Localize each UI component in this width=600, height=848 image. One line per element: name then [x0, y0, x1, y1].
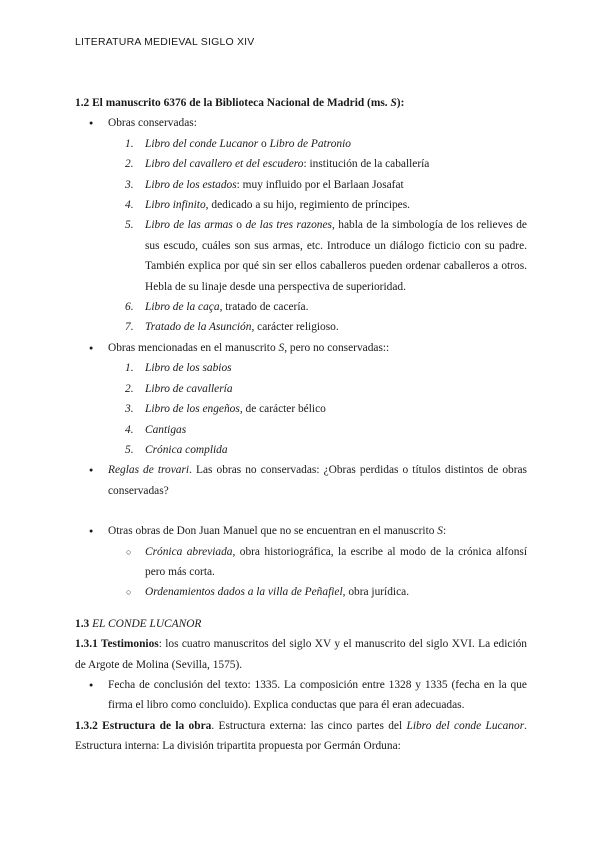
item-connector: o — [232, 219, 246, 232]
item-number: 3. — [125, 178, 134, 191]
work-title-alt: de las tres razones — [245, 219, 332, 232]
section-1-3-title: EL CONDE LUCANOR — [92, 617, 202, 630]
item-connector: o — [258, 137, 270, 150]
list-item — [108, 195, 527, 215]
work-title: Crónica abreviada — [145, 545, 233, 558]
estructura-post: . Estructura interna: La división tripartita propuesta por Germán Orduna: — [75, 719, 527, 753]
list-item — [108, 399, 527, 419]
list-item — [108, 420, 527, 440]
list-item — [108, 297, 527, 317]
bullet-otras-obras — [75, 521, 527, 603]
item-number: 6. — [125, 301, 134, 314]
work-title: Libro de las armas — [145, 219, 233, 232]
testimonios-paragraph — [75, 634, 527, 675]
mencionadas-ms: S — [278, 341, 285, 354]
item-number: 2. — [125, 382, 134, 395]
item-number: 7. — [125, 321, 134, 334]
section-1-2-title-pre: 1.2 El manuscrito 6376 de la Biblioteca Nacional de Madrid (ms. — [75, 97, 391, 109]
item-number: 1. — [125, 362, 134, 375]
list-item — [108, 358, 527, 378]
item-number: 1. — [125, 137, 134, 150]
list-item — [108, 317, 527, 337]
spacer — [75, 501, 527, 521]
work-title: Libro de cavallería — [145, 382, 233, 395]
otras-list — [108, 542, 527, 603]
work-title-alt: Libro de Patronio — [269, 137, 351, 150]
work-title: Cantigas — [145, 423, 187, 436]
list-item — [108, 582, 527, 602]
bullet-reglas-de-trovari — [75, 460, 527, 501]
list-item — [108, 379, 527, 399]
testimonios-label: 1.3.1 Testimonios — [75, 638, 159, 651]
section-1-2-heading — [75, 93, 527, 113]
item-description: , carácter religioso. — [251, 321, 339, 334]
work-title: Libro del cavallero et del escudero — [145, 158, 304, 171]
item-number: 5. — [125, 219, 134, 232]
otras-post: : — [442, 525, 447, 538]
work-title: Libro del conde Lucanor — [145, 137, 259, 150]
item-description: , dedicado a su hijo, regimiento de príncipes. — [205, 199, 411, 212]
work-title: Libro de la caça — [145, 301, 220, 314]
otras-pre: Otras obras de Don Juan Manuel que no se encuentran en el manuscrito — [108, 525, 438, 538]
section-1-3-num: 1.3 — [75, 617, 93, 630]
item-number: 3. — [125, 403, 134, 416]
estructura-pre: . Estructura externa: las cinco partes del — [211, 719, 407, 732]
item-number: 2. — [125, 158, 134, 171]
list-item — [108, 215, 527, 297]
document-body — [75, 93, 527, 757]
section-1-3-heading — [75, 614, 527, 634]
item-description: , habla de la simbología de los relieves de sus escudo, cuáles son sus armas, etc. Introduce un diálogo ficticio con su padre. También explica por qué sin ser ellos caballeros pueden ordenar caballeros a otros. Hebla de su linaje desde una perspectiva de superioridad. — [145, 219, 527, 293]
list-item — [108, 175, 527, 195]
list-item — [108, 542, 527, 583]
work-title: Libro de los sabios — [145, 362, 232, 375]
mencionadas-list — [108, 358, 527, 460]
spacer — [75, 603, 527, 614]
conservadas-list — [108, 134, 527, 338]
mencionadas-post: , pero no conservadas:: — [284, 341, 390, 354]
bullet-obras-mencionadas — [75, 338, 527, 460]
list-item — [108, 154, 527, 174]
item-description: , obra jurídica. — [342, 586, 410, 599]
estructura-label: 1.3.2 Estructura de la obra — [75, 719, 212, 732]
fecha-bullets — [75, 675, 527, 716]
item-description: , tratado de cacería. — [219, 301, 309, 314]
item-description: , obra historiográfica, la escribe al modo de la crónica alfonsí pero más corta. — [145, 545, 527, 578]
item-number: 5. — [125, 443, 134, 456]
conservadas-label: Obras conservadas: — [108, 117, 197, 130]
work-title: Crónica complida — [145, 443, 228, 456]
work-title: Tratado de la Asunción — [145, 321, 252, 334]
page-header: LITERATURA MEDIEVAL SIGLO XIV — [75, 36, 255, 48]
work-title: Libro infinito — [145, 199, 206, 212]
estructura-title: Libro del conde Lucanor — [406, 719, 525, 732]
work-title: Libro de los engeños — [145, 403, 240, 416]
reglas-title: Reglas de trovari — [108, 464, 190, 477]
bullet-fecha: ● Fecha de conclusión del texto: 1335. La composición entre 1328 y 1335 (fecha en la que firma el libro como concluido). Explica conductas que para él eran adecuadas. — [75, 675, 527, 716]
item-description: : muy influido por el Barlaan Josafat — [236, 178, 404, 191]
otras-ms: S — [437, 525, 443, 538]
item-description: : institución de la caballería — [303, 158, 430, 171]
item-description: , de carácter bélico — [239, 403, 326, 416]
section-1-2-title-ms: S — [390, 97, 397, 109]
section-1-2-title-post: ): — [396, 97, 405, 109]
work-title: Ordenamientos dados a la villa de Peñafiel — [145, 586, 343, 599]
estructura-paragraph — [75, 716, 527, 757]
section-1-2-bullets — [75, 113, 527, 501]
work-title: Libro de los estados — [145, 178, 237, 191]
list-item — [108, 440, 527, 460]
list-item — [108, 134, 527, 154]
item-number: 4. — [125, 199, 134, 212]
testimonios-text: : los cuatro manuscritos del siglo XV y el manuscrito del siglo XVI. La edición de Argote de Molina (Sevilla, 1575). — [75, 638, 528, 671]
item-number: 4. — [125, 423, 134, 436]
otras-obras-bullets — [75, 521, 527, 603]
reglas-text: . Las obras no conservadas: ¿Obras perdidas o títulos distintos de obras conservadas? — [108, 464, 527, 497]
bullet-obras-conservadas — [75, 113, 527, 337]
mencionadas-pre: Obras mencionadas en el manuscrito — [108, 341, 279, 354]
